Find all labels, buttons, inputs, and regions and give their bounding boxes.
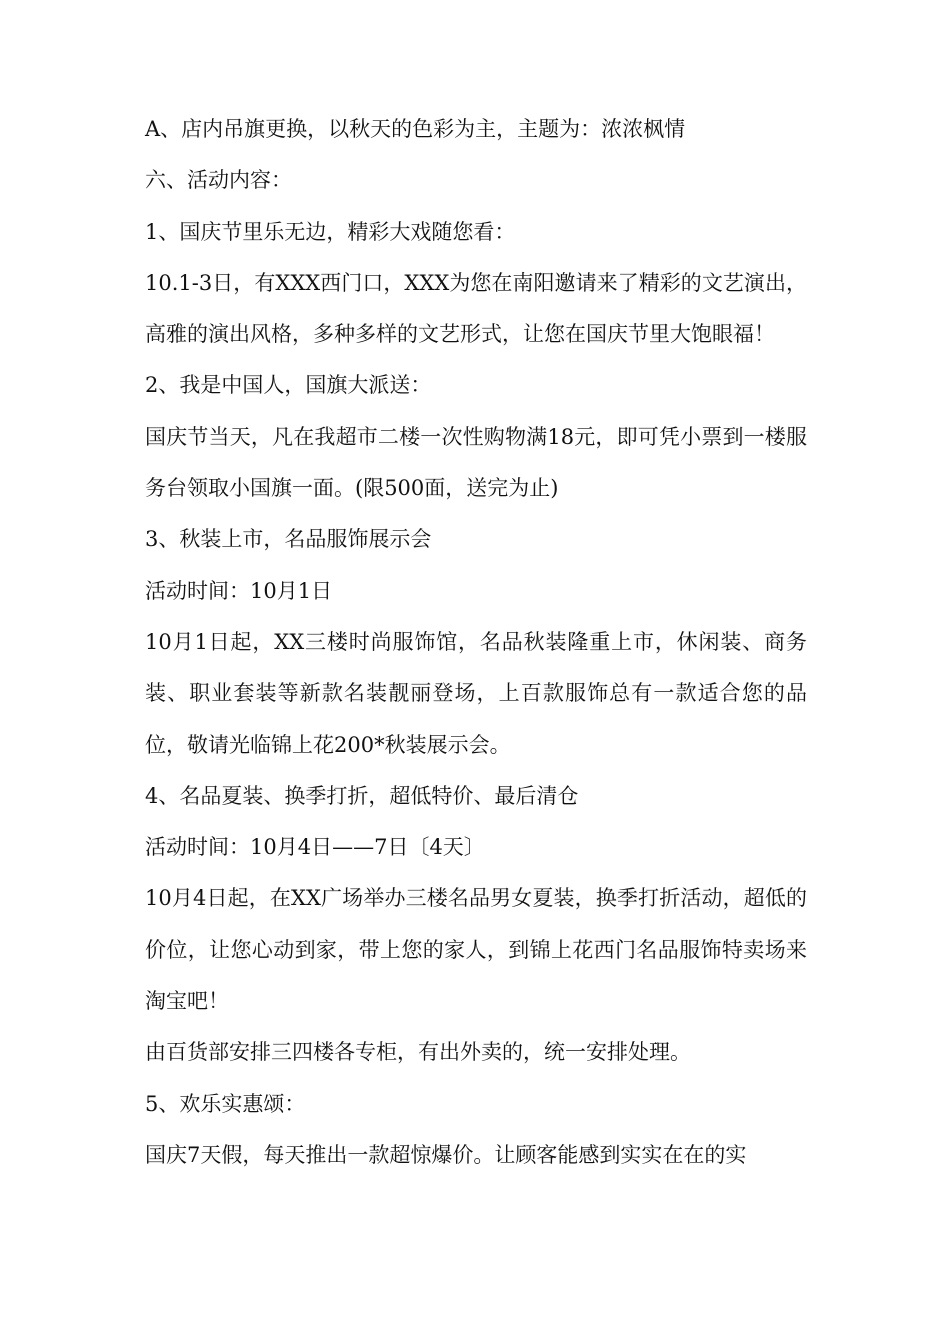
item-5-heading: 5、欢乐实惠颂：	[145, 1091, 306, 1116]
item-4-time: 活动时间：10月4日——7日〔4天〕	[145, 835, 485, 860]
item-3-heading: 3、秋装上市，名品服饰展示会	[145, 527, 432, 552]
item-2-heading: 2、我是中国人，国旗大派送：	[145, 373, 432, 398]
item-3-time: 活动时间：10月1日	[145, 578, 333, 603]
item-1-body: 10.1-3日，有XXX西门口，XXX为您在南阳邀请来了精彩的文艺演出，高雅的演出风格，多种多样的文艺形式，让您在国庆节里大饱眼福！	[145, 270, 807, 347]
item-1-heading: 1、国庆节里乐无边，精彩大戏随您看：	[145, 219, 516, 244]
item-4-heading: 4、名品夏装、换季打折，超低特价、最后清仓	[145, 783, 579, 808]
item-4-body: 10月4日起，在XX广场举办三楼名品男女夏装，换季打折活动，超低的价位，让您心动到家，带上您的家人，到锦上花西门名品服饰特卖场来淘宝吧！	[145, 886, 807, 1014]
item-5-body: 国庆7天假，每天推出一款超惊爆价。让顾客能感到实实在在的实	[145, 1142, 747, 1167]
section-heading-activity-content: 六、活动内容：	[145, 168, 292, 193]
item-a-hanging-flags: A、店内吊旗更换，以秋天的色彩为主，主题为：浓浓枫情	[145, 117, 686, 141]
item-3-body: 10月1日起，XX三楼时尚服饰馆，名品秋装隆重上市，休闲装、商务装、职业套装等新款名装靓丽登场，上百款服饰总有一款适合您的品位，敬请光临锦上花200*秋装展示会。	[145, 629, 807, 757]
item-4-note: 由百货部安排三四楼各专柜，有出外卖的，统一安排处理。	[145, 1040, 691, 1065]
document-body	[145, 104, 807, 1181]
item-2-body: 国庆节当天，凡在我超市二楼一次性购物满18元，即可凭小票到一楼服务台领取小国旗一面。(限500面，送完为止)	[145, 424, 807, 501]
